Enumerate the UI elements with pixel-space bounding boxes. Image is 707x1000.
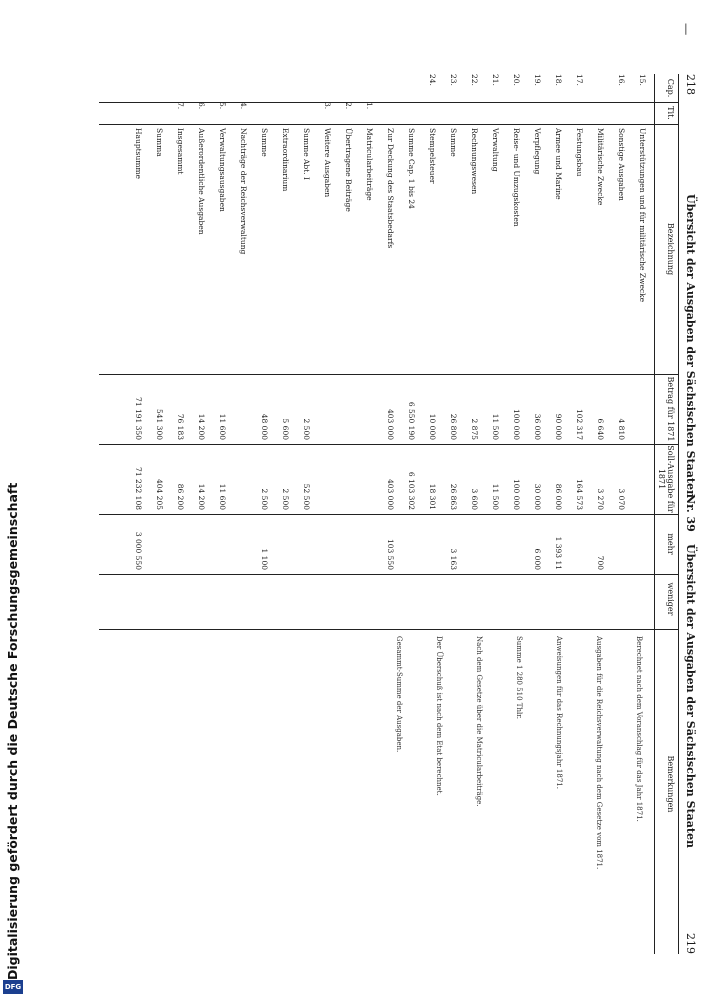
table-row [595, 74, 605, 629]
cell-actual: 164 573 [575, 478, 584, 510]
cell-desc: Summe Cap. 1 bis 24 [407, 128, 416, 209]
table-row [196, 74, 206, 629]
col-cap: Cap. [666, 78, 675, 98]
cell-cap: 15. [638, 74, 647, 86]
cell-desc: Verpflegung [533, 128, 542, 175]
cell-tit: 5. [218, 102, 227, 110]
cell-actual: 11 600 [218, 483, 227, 510]
cell-actual: 2 500 [281, 488, 290, 510]
col-description: Bezeichnung [666, 222, 675, 276]
page-number-left: 218 [684, 74, 697, 95]
cell-desc: Armee und Marine [554, 128, 563, 200]
cell-budget: 6 550 190 [407, 401, 416, 440]
cell-desc: Unterstützungen und für militärische Zwecke [638, 128, 647, 303]
cell-budget: 14 200 [197, 413, 206, 440]
cell-actual: 86 000 [554, 483, 563, 510]
cell-desc: Stempelsteuer [428, 128, 437, 184]
cell-cap: 19. [533, 74, 542, 86]
cell-budget: 541 300 [155, 408, 164, 440]
title-left: Übersicht der Ausgaben der Sächsischen Staaten [684, 194, 697, 498]
table-row [406, 74, 416, 629]
cell-actual: 11 500 [491, 483, 500, 510]
table-row [616, 74, 626, 629]
cell-cap: 20. [512, 74, 521, 86]
cell-budget: 4 810 [617, 418, 626, 440]
table-row [574, 74, 584, 629]
cell-actual: 86 200 [176, 483, 185, 510]
table-row [469, 74, 479, 629]
cell-more: 6 000 [533, 548, 542, 570]
cell-budget: 2 500 [302, 418, 311, 440]
col-actual: Soll-Ausgabe für 1871 [657, 445, 675, 513]
table-row [217, 74, 227, 629]
table-row [385, 74, 395, 629]
cell-more: 3 163 [449, 548, 458, 570]
remark-note: Berechnet nach dem Voranschlag für das Jahr 1871. [635, 636, 643, 822]
cell-budget: 100 000 [512, 408, 521, 440]
col-remarks: Bemerkungen [666, 755, 675, 813]
cell-budget: 36 000 [533, 413, 542, 440]
cell-desc: Extraordinarium [281, 128, 290, 192]
cell-budget: 5 600 [281, 418, 290, 440]
cell-actual: 26 863 [449, 483, 458, 510]
cell-budget: 2 875 [470, 418, 479, 440]
cell-desc: Nachträge der Reichsverwaltung [239, 128, 248, 255]
table-row [280, 74, 290, 629]
cell-more: 103 550 [386, 538, 395, 570]
col-more: mehr [666, 533, 675, 555]
cell-desc: Summe [260, 128, 269, 157]
col-budget: Betrag für 1871 [666, 376, 675, 442]
page-header [677, 74, 703, 954]
cell-actual: 14 200 [197, 483, 206, 510]
dfg-logo: DFG [3, 980, 23, 994]
cell-more: 700 [596, 555, 605, 570]
cell-actual: 3 070 [617, 488, 626, 510]
cell-desc: Übertragene Beiträge [344, 128, 353, 212]
remark-note: Der Überschuß ist nach dem Etat berechnet. [435, 636, 443, 796]
table-row [448, 74, 458, 629]
corner-mark: | [684, 22, 688, 35]
cell-more: 1 393 11 [554, 536, 563, 570]
table-row [154, 74, 164, 629]
cell-desc: Summe [449, 128, 458, 157]
table-row [364, 74, 374, 629]
cell-tit: 7. [176, 102, 185, 110]
cell-desc: Außerordentliche Ausgaben [197, 128, 206, 235]
cell-desc: Weitere Ausgaben [323, 128, 332, 198]
funding-footer [4, 0, 22, 1000]
cell-budget: 11 600 [218, 413, 227, 440]
cell-actual: 3 600 [470, 488, 479, 510]
cell-desc: Militärische Zwecke [596, 128, 605, 206]
cell-cap: 18. [554, 74, 563, 86]
cell-actual: 403 000 [386, 478, 395, 510]
section-number: Nr. 39 [684, 494, 697, 532]
cell-budget: 90 000 [554, 413, 563, 440]
cell-tit: 2. [344, 102, 353, 110]
cell-budget: 403 000 [386, 408, 395, 440]
table-row [490, 74, 500, 629]
remark-note: Summe 1 280 510 Thlr. [515, 636, 523, 720]
cell-budget: 10 000 [428, 413, 437, 440]
cell-desc: Verwaltung [491, 128, 500, 172]
table-row [259, 74, 269, 629]
cell-desc: Hauptsumme [134, 128, 143, 179]
cell-desc: Zur Deckung des Staatsbedarfs [386, 128, 395, 249]
rotated-table-page [83, 74, 703, 954]
cell-budget: 26 800 [449, 413, 458, 440]
col-tit: Tit. [666, 106, 675, 120]
cell-actual: 100 000 [512, 478, 521, 510]
table-row [133, 74, 143, 629]
cell-actual: 3 270 [596, 488, 605, 510]
cell-actual: 52 500 [302, 483, 311, 510]
cell-actual: 6 103 302 [407, 471, 416, 510]
cell-budget: 6 640 [596, 418, 605, 440]
remark-note: Nach dem Gesetze über die Matricularbeiträge. [475, 636, 483, 807]
table-row [238, 74, 248, 629]
table-row [637, 74, 647, 629]
cell-cap: 23. [449, 74, 458, 86]
cell-tit: 6. [197, 102, 206, 110]
cell-cap: 24. [428, 74, 437, 86]
cell-actual: 71 232 108 [134, 467, 143, 510]
cell-cap: 21. [491, 74, 500, 86]
cell-desc: Matricularbeiträge [365, 128, 374, 201]
col-less: weniger [666, 582, 675, 616]
remark-note: Gesammt-Summe der Ausgaben. [395, 636, 403, 753]
table-row [511, 74, 521, 629]
title-right: Übersicht der Ausgaben der Sächsischen Staaten [684, 544, 697, 848]
cell-more: 1 100 [260, 548, 269, 570]
cell-desc: Summe Abt. I [302, 128, 311, 180]
cell-actual: 2 500 [260, 488, 269, 510]
funding-text: Digitalisierung gefördert durch die Deutsche Forschungsgemeinschaft [5, 482, 20, 980]
table-row [175, 74, 185, 629]
cell-desc: Summa [155, 128, 164, 157]
cell-tit: 1. [365, 102, 374, 110]
cell-desc: Insgesammt [176, 128, 185, 175]
remark-note: Anweisungen für das Rechnungsjahr 1871. [555, 636, 563, 789]
cell-budget: 71 191 350 [134, 397, 143, 440]
table-row [427, 74, 437, 629]
cell-budget: 102 317 [575, 408, 584, 440]
cell-more: 3 000 550 [134, 531, 143, 570]
remark-note: Ausgaben für die Reichsverwaltung nach dem Gesetze vom 1871. [595, 636, 603, 870]
cell-desc: Verwaltungsausgaben [218, 128, 227, 212]
page-number-right: 219 [684, 933, 697, 954]
cell-tit: 3. [323, 102, 332, 110]
table-row [301, 74, 311, 629]
cell-desc: Festungsbau [575, 128, 584, 177]
cell-cap: 16. [617, 74, 626, 86]
cell-budget: 11 500 [491, 413, 500, 440]
cell-cap: 22. [470, 74, 479, 86]
table-row [322, 74, 332, 629]
cell-actual: 18 301 [428, 483, 437, 510]
table-row [532, 74, 542, 629]
vrule [99, 629, 679, 630]
cell-cap: 17. [575, 74, 584, 86]
table-row [553, 74, 563, 629]
cell-actual: 404 205 [155, 478, 164, 510]
cell-desc: Reise- und Umzugskosten [512, 128, 521, 227]
table-row [343, 74, 353, 629]
cell-tit: 4. [239, 102, 248, 110]
cell-desc: Rechnungswesen [470, 128, 479, 195]
cell-budget: 48 000 [260, 413, 269, 440]
cell-actual: 30 000 [533, 483, 542, 510]
cell-desc: Sonstige Ausgaben [617, 128, 626, 201]
cell-budget: 76 183 [176, 413, 185, 440]
